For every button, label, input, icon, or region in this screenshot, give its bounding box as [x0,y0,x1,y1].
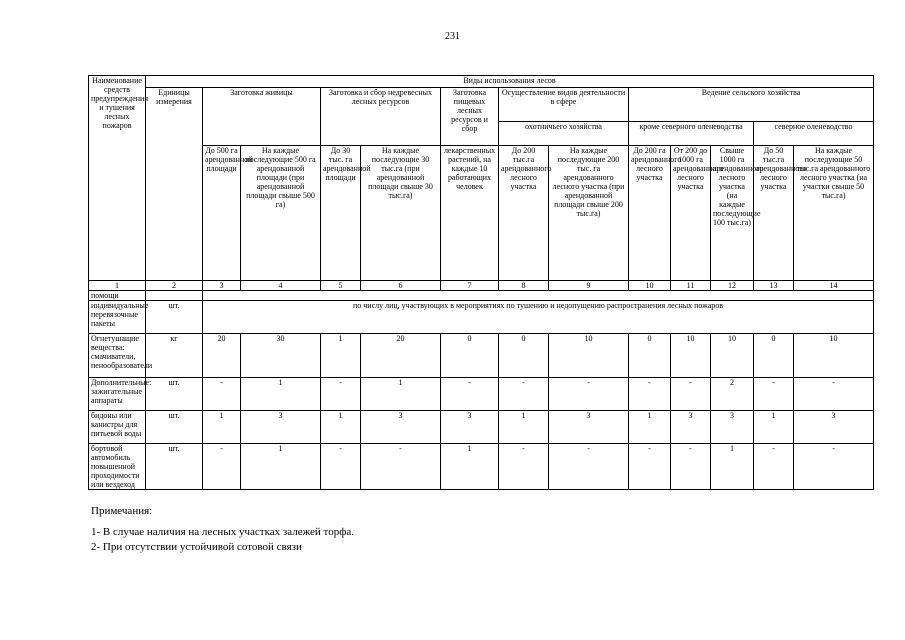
note-item-2: 2- При отсутствии устойчивой сотовой связи [91,541,302,553]
row-value: 1 [441,444,499,490]
row-value: 20 [361,334,441,378]
header-sub-c7: лекарственных растений, на каждые 10 работающих человек [441,146,499,281]
column-number: 5 [321,281,361,291]
row-value: - [549,444,629,490]
row-value: 20 [203,334,241,378]
row-value: 1 [499,411,549,444]
row-name: бортовой автомобиль повышенной проходимости или вездеход [89,444,146,490]
header-except-north: кроме северного оленеводства [629,122,754,146]
row-value: - [321,378,361,411]
row-value: - [629,444,671,490]
header-sub-c4: На каждые последующие 500 га арендованной площади (при арендованной площади свыше 500 га) [241,146,321,281]
table-row [89,444,874,490]
row-value: - [754,378,794,411]
row-name: Дополнительные: зажигательные аппараты [89,378,146,411]
fire-equipment-table [88,75,874,490]
row-value: - [794,378,874,411]
row-unit: шт. [146,411,203,444]
row-value: 3 [361,411,441,444]
notes-title: Примечания: [91,505,153,517]
notes [91,504,354,555]
column-number: 4 [241,281,321,291]
row-value: 3 [671,411,711,444]
column-number: 9 [549,281,629,291]
header-sub-c5: До 30 тыс. га арендованной площади [321,146,361,281]
header-sub-c9: На каждые последующие 200 тыс. га арендованного лесного участка (при арендованной площади свыше 200 тыс.га) [549,146,629,281]
row-value: 10 [711,334,754,378]
row-name: помощи [89,291,146,301]
column-number: 14 [794,281,874,291]
row-unit [146,291,203,301]
header-sub-c8: До 200 тыс.га арендованного лесного участка [499,146,549,281]
table-row [89,301,874,334]
header-activity-sphere: Осуществление видов деятельности в сфере [499,88,629,122]
row-unit: шт. [146,444,203,490]
row-value: - [361,444,441,490]
row-value: 10 [671,334,711,378]
header-sub-c3: До 500 га арендованной площади [203,146,241,281]
header-sub-c14: На каждые последующие 50 тыс.га арендованного лесного участка (на участки свыше 50 тыс.га) [794,146,874,281]
header-units: Единицы измерения [146,88,203,281]
row-value: 1 [203,411,241,444]
row-value: 3 [794,411,874,444]
header-non-timber: Заготовка и сбор недревесных лесных ресурсов [321,88,441,146]
row-value: 0 [441,334,499,378]
header-hunting: охотничьего хозяйства [499,122,629,146]
header-north: северное оленеводство [754,122,874,146]
header-sub-c10: До 200 га арендованного лесного участка [629,146,671,281]
row-value: 1 [321,334,361,378]
header-sub-c11: От 200 до 1000 га арендованного лесного участка [671,146,711,281]
header-sub-c13: До 50 тыс.га арендованного лесного участка [754,146,794,281]
row-value: - [794,444,874,490]
row-unit: кг [146,334,203,378]
table-row [89,291,874,301]
row-value: 1 [241,378,321,411]
row-empty [203,291,874,301]
row-value: 3 [711,411,754,444]
row-value: 30 [241,334,321,378]
header-item-name: Наименование средств предупреждения и тушения лесных пожаров [89,76,146,281]
column-number: 11 [671,281,711,291]
row-value: 1 [711,444,754,490]
column-number: 3 [203,281,241,291]
row-value: - [754,444,794,490]
row-value: - [441,378,499,411]
table-row [89,334,874,378]
row-value: - [549,378,629,411]
row-value: 3 [549,411,629,444]
row-value: 1 [754,411,794,444]
row-name: индивидуальные перевязочные пакеты [89,301,146,334]
column-number: 1 [89,281,146,291]
table-row [89,378,874,411]
row-unit: шт. [146,301,203,334]
row-merged-text: по числу лиц, участвующих в мероприятиях по тушению и недопущению распространения лесных пожаров [203,301,874,334]
row-value: 1 [361,378,441,411]
row-value: 1 [321,411,361,444]
row-value: 0 [499,334,549,378]
column-number: 7 [441,281,499,291]
row-value: - [671,378,711,411]
row-value: - [629,378,671,411]
row-value: - [499,378,549,411]
row-value: 2 [711,378,754,411]
row-value: - [321,444,361,490]
row-name: бидоны или канистры для питьевой воды [89,411,146,444]
column-number: 6 [361,281,441,291]
header-agriculture: Ведение сельского хозяйства [629,88,874,122]
table-row [89,411,874,444]
row-value: - [499,444,549,490]
column-number: 13 [754,281,794,291]
header-forest-use-types: Виды использования лесов [146,76,874,88]
column-number: 8 [499,281,549,291]
header-sub-c12: Свыше 1000 га арендованного лесного участка (на каждые последующие 100 тыс.га) [711,146,754,281]
row-value: - [671,444,711,490]
row-value: 3 [441,411,499,444]
row-value: 0 [629,334,671,378]
header-food: Заготовка пищевых лесных ресурсов и сбор [441,88,499,146]
column-number: 2 [146,281,203,291]
page-number: 231 [445,31,460,42]
row-value: 1 [629,411,671,444]
header-resin: Заготовка живицы [203,88,321,146]
row-value: 0 [754,334,794,378]
note-item-1: 1- В случае наличия на лесных участках залежей торфа. [91,526,354,538]
header-sub-c6: На каждые последующие 30 тыс.га (при арендованной площади свыше 30 тыс.га) [361,146,441,281]
row-value: 10 [549,334,629,378]
column-number: 12 [711,281,754,291]
row-unit: шт. [146,378,203,411]
row-value: 3 [241,411,321,444]
column-number: 10 [629,281,671,291]
column-number-row [89,281,874,291]
row-value: 1 [241,444,321,490]
row-name: Огнетушащие вещества: смачиватели, пенообразователи [89,334,146,378]
row-value: 10 [794,334,874,378]
row-value: - [203,378,241,411]
row-value: - [203,444,241,490]
